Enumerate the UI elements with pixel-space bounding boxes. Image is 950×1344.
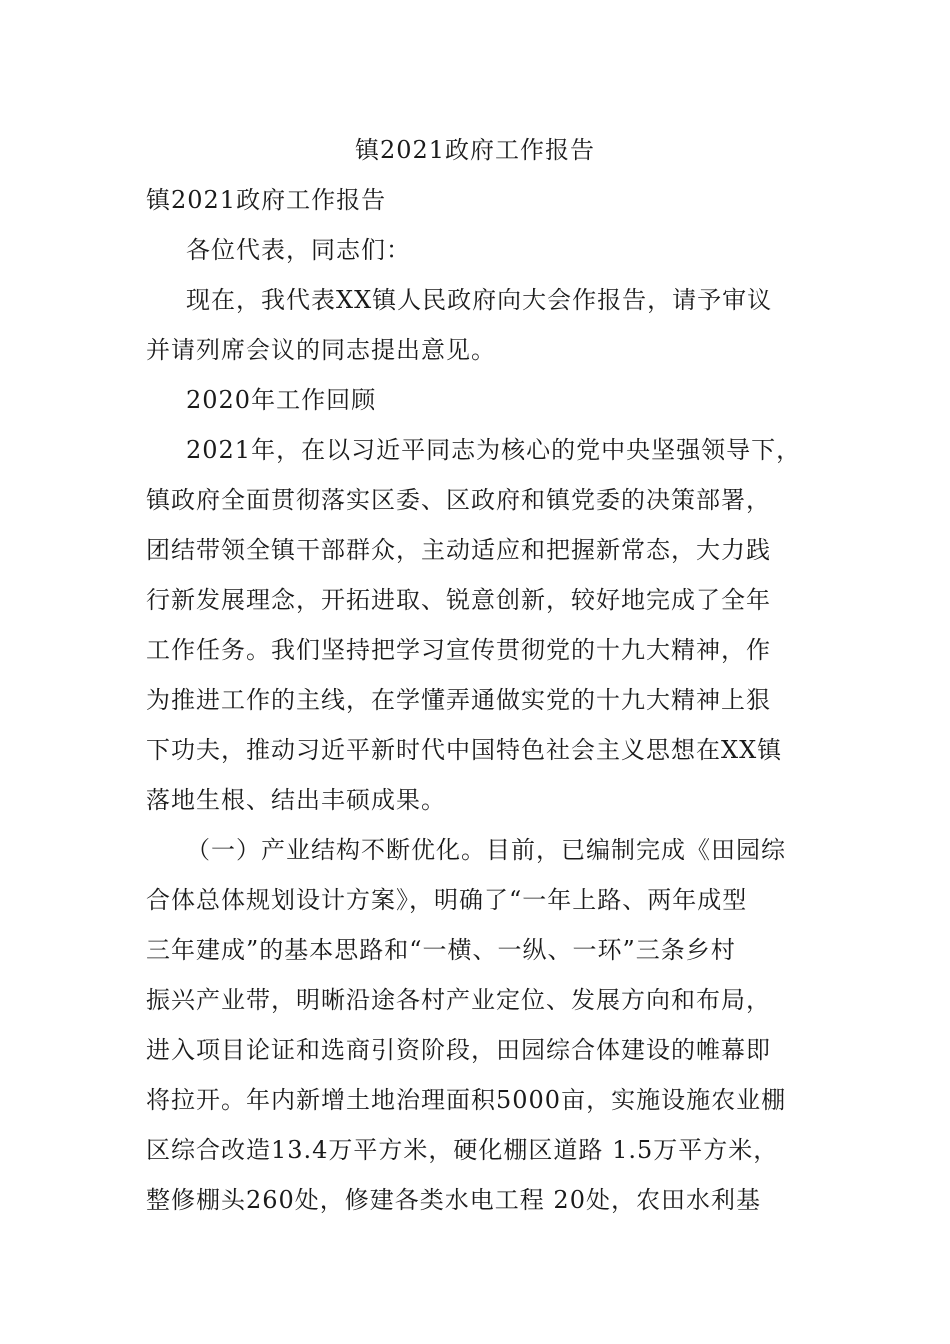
body-line: 各位代表，同志们： [186,236,411,264]
body-line: 工作任务。我们坚持把学习宣传贯彻党的十九大精神，作 [146,636,771,664]
body-line: 并请列席会议的同志提出意见。 [146,336,496,364]
body-line: （一）产业结构不断优化。目前，已编制完成《田园综 [186,836,786,864]
body-line: 进入项目论证和选商引资阶段，田园综合体建设的帷幕即 [146,1036,771,1064]
body-line: 下功夫，推动习近平新时代中国特色社会主义思想在XX镇 [146,736,783,764]
body-line: 区综合改造13.4万平方米，硬化棚区道路 1.5万平方米， [146,1136,779,1164]
body-line: 落地生根、结出丰硕成果。 [146,786,446,814]
body-line: 现在，我代表XX镇人民政府向大会作报告，请予审议 [186,286,773,314]
body-line: 整修棚头260处，修建各类水电工程 20处，农田水利基 [146,1186,761,1214]
document-title: 镇2021政府工作报告 [354,136,596,164]
body-line: 为推进工作的主线，在学懂弄通做实党的十九大精神上狠 [146,686,771,714]
body-line: 将拉开。年内新增土地治理面积5000亩，实施设施农业棚 [146,1086,787,1114]
body-line: 振兴产业带，明晰沿途各村产业定位、发展方向和布局， [146,986,771,1014]
body-line: 合体总体规划设计方案》，明确了“一年上路、两年成型 [146,886,748,914]
body-line: 团结带领全镇干部群众，主动适应和把握新常态，大力践 [146,536,771,564]
body-line: 镇2021政府工作报告 [146,186,387,214]
body-line: 三年建成”的基本思路和“一横、一纵、一环”三条乡村 [146,936,736,964]
body-line: 镇政府全面贯彻落实区委、区政府和镇党委的决策部署， [146,486,771,514]
body-line: 行新发展理念，开拓进取、锐意创新，较好地完成了全年 [146,586,771,614]
body-line: 2021年，在以习近平同志为核心的党中央坚强领导下， [186,436,802,464]
body-line: 2020年工作回顾 [186,386,377,414]
